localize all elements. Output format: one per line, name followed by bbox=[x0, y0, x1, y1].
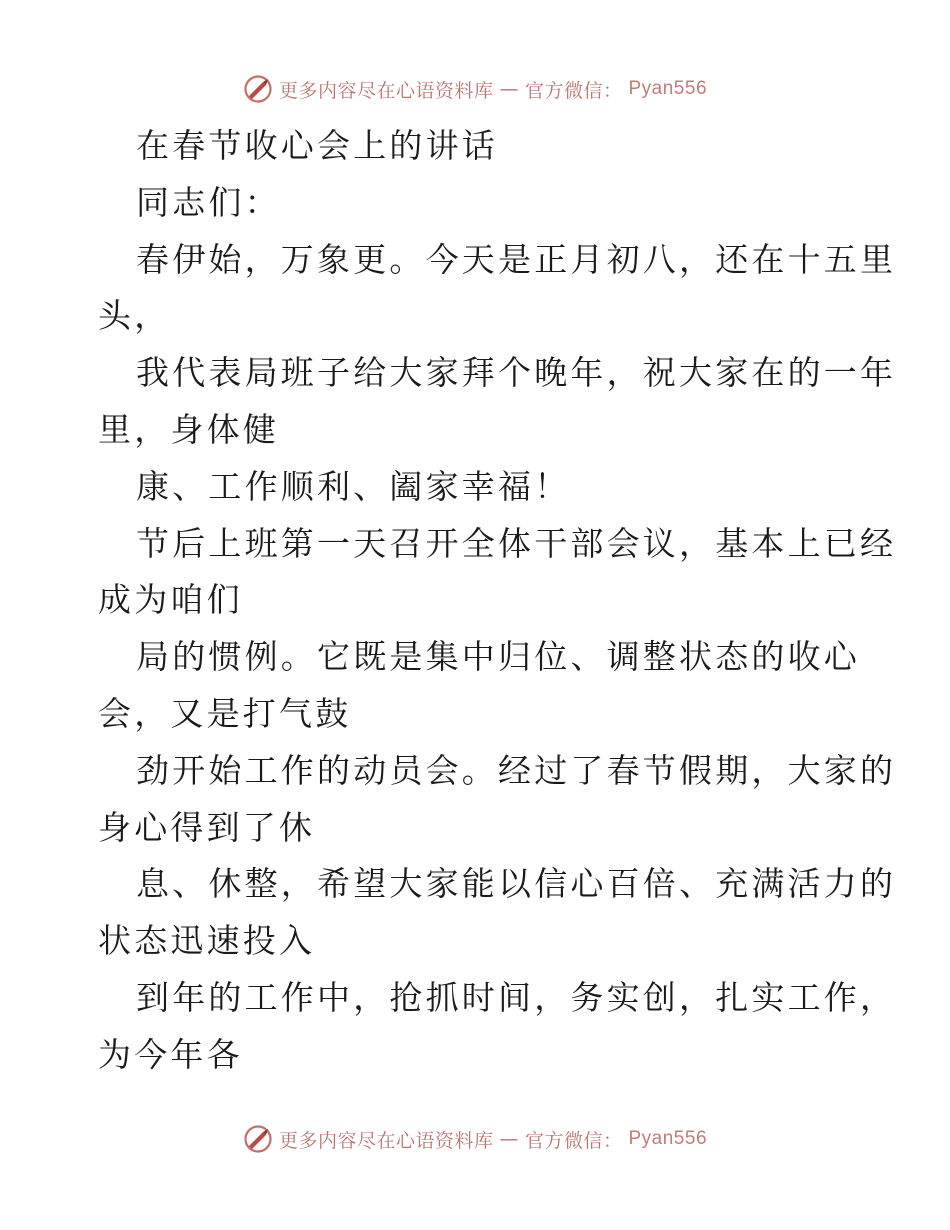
doc-line: 局的惯例。它既是集中归位、调整状态的收心 bbox=[136, 637, 860, 677]
doc-line: 康、工作顺利、阖家幸福！ bbox=[136, 466, 571, 506]
watermark-dash: — bbox=[499, 1128, 519, 1150]
doc-line: 成为咱们 bbox=[98, 580, 243, 620]
watermark-main-text: 更多内容尽在心语资料库 bbox=[278, 1129, 494, 1152]
watermark-id-text: Pyan556 bbox=[628, 78, 708, 99]
quill-circle-logo-icon bbox=[243, 1124, 273, 1154]
doc-line: 我代表局班子给大家拜个晚年，祝大家在的一年 bbox=[136, 353, 897, 393]
footer-watermark bbox=[0, 1124, 950, 1154]
doc-line: 春伊始，万象更。今天是正月初八，还在十五里 bbox=[136, 239, 897, 279]
doc-line: 到年的工作中，抢抓时间，务实创，扎实工作， bbox=[136, 977, 897, 1017]
watermark-id-text: Pyan556 bbox=[628, 1128, 708, 1149]
doc-line: 劲开始工作的动员会。经过了春节假期，大家的 bbox=[136, 750, 897, 790]
doc-line: 息、休整，希望大家能以信心百倍、充满活力的 bbox=[136, 864, 897, 904]
watermark-main-text: 更多内容尽在心语资料库 bbox=[278, 79, 494, 102]
doc-line: 节后上班第一天召开全体干部会议，基本上已经 bbox=[136, 523, 897, 563]
watermark-contact-text: 官方微信： bbox=[524, 79, 623, 102]
doc-line: 状态迅速投入 bbox=[98, 921, 316, 961]
doc-line: 为今年各 bbox=[98, 1034, 243, 1074]
doc-line: 同志们： bbox=[136, 182, 281, 222]
doc-line: 头， bbox=[98, 296, 171, 336]
quill-circle-logo-icon bbox=[243, 74, 273, 104]
watermark-contact-text: 官方微信： bbox=[524, 1129, 623, 1152]
doc-line: 身心得到了休 bbox=[98, 807, 316, 847]
document-body bbox=[98, 118, 897, 1084]
doc-line: 在春节收心会上的讲话 bbox=[136, 126, 498, 165]
watermark-dash: — bbox=[499, 78, 519, 100]
doc-line: 会，又是打气鼓 bbox=[98, 693, 352, 733]
header-watermark bbox=[0, 74, 950, 104]
doc-line: 里，身体健 bbox=[98, 409, 279, 449]
